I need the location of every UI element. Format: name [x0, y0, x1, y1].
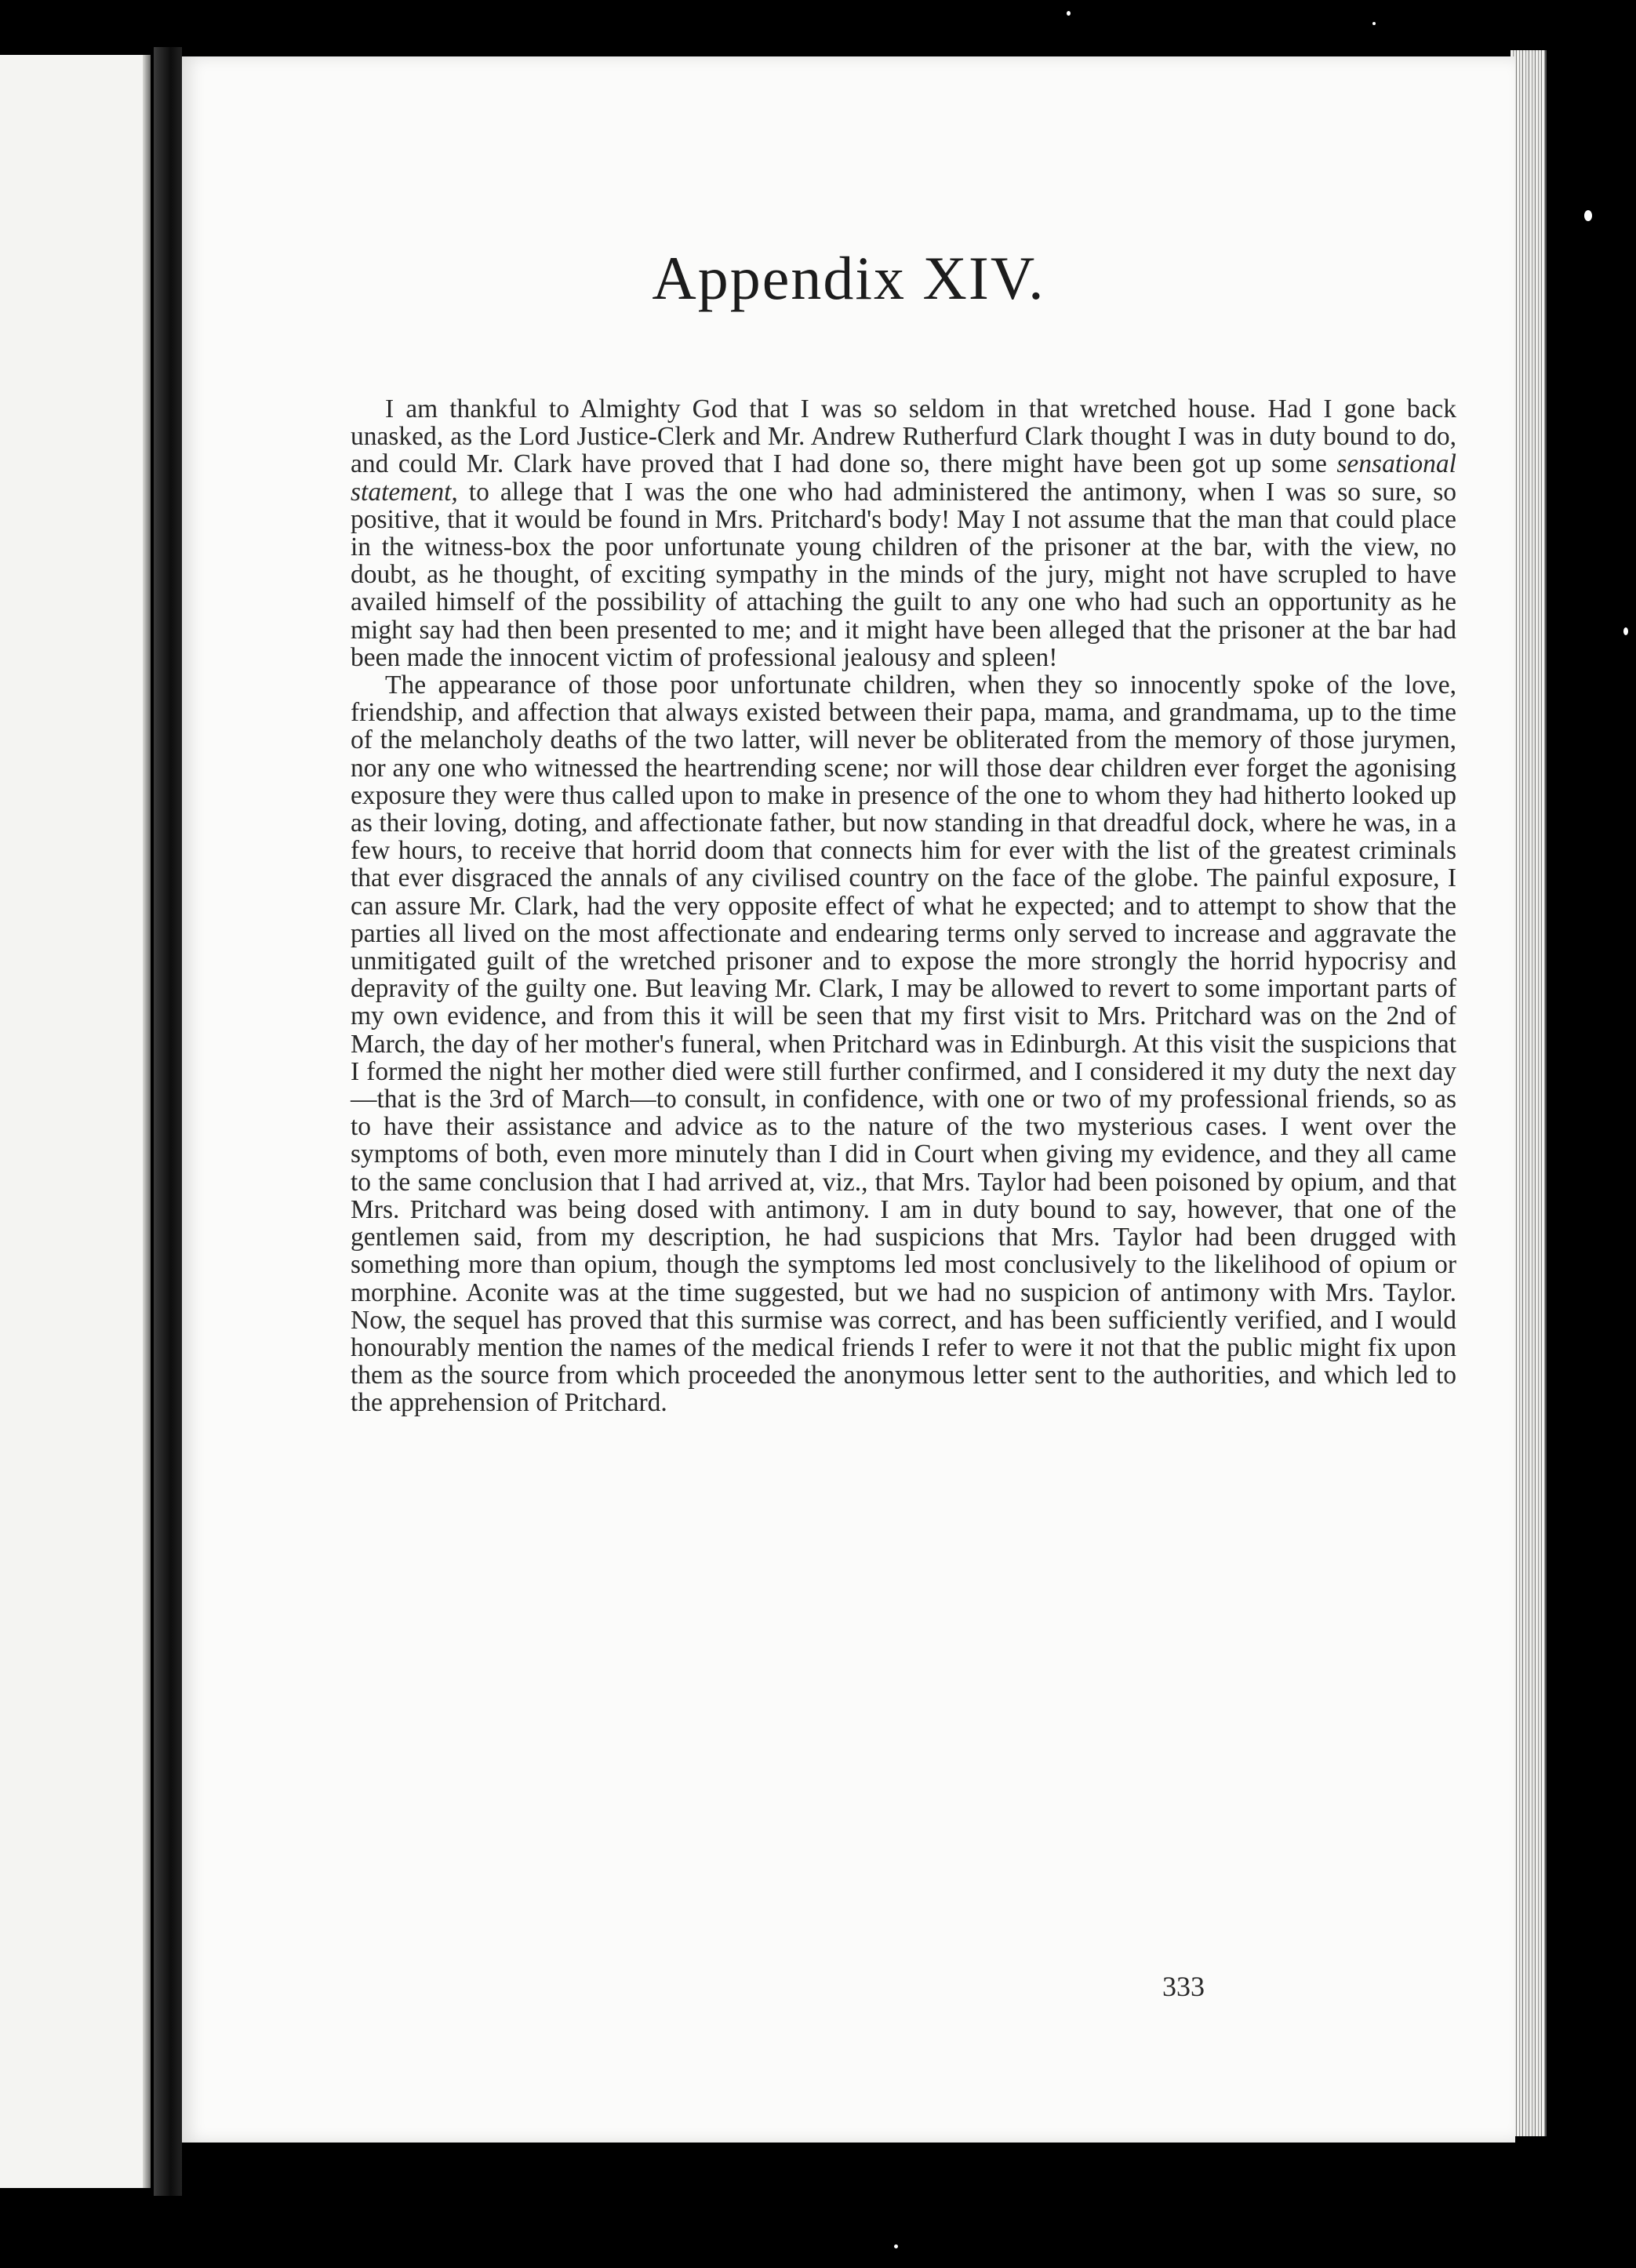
page-number: 333 — [1162, 1971, 1205, 2002]
paragraph-1 — [351, 395, 1456, 671]
appendix-heading: Appendix XIV. — [652, 244, 1045, 312]
page-stack-edges — [1511, 50, 1547, 2136]
paragraph-1-part-2: to allege that I was the one who had administered the antimony, when I was so sure, so positive, that it would be found in Mrs. Pritchard's body! May I not assume that the man that could place in the witness-box the poor unfortunate young children of the prisoner at the bar, with the view, no doubt, as he thought, of exciting sympathy in the minds of the jury, might not have scrupled to have availed himself of the possibility of attaching the guilt to any one who had such an opportunity as he might say had then been presented to me; and it might have been alleged that the prisoner at the bar had been made the innocent victim of professional jealousy and spleen! — [351, 477, 1456, 672]
dust-speck — [1584, 210, 1592, 221]
book-page — [182, 56, 1515, 2143]
dust-speck — [1623, 627, 1628, 635]
paragraph-1-part-1: I am thankful to Almighty God that I was so seldom in that wretched house. Had I gone back unasked, as the Lord Justice-Clerk and Mr. Andrew Rutherfurd Clark thought I was in duty bound to do, and could Mr. Clark have proved that I had done so, there might have been got up some — [351, 394, 1456, 479]
facing-page-edge — [0, 55, 149, 2188]
dust-speck — [894, 2244, 898, 2248]
dust-speck — [1067, 11, 1071, 16]
paragraph-2: The appearance of those poor unfortunate children, when they so innocently spoke of the love, friendship, and affection that always existed between their papa, mama, and grandmama, up to the time of the melancholy deaths of the two latter, will never be obliterated from the memory of those jurymen, nor any one who witnessed the heartrending scene; nor will those dear children ever forget the agonising exposure they were thus called upon to make in presence of the one to whom they had hitherto looked up as their loving, doting, and affectionate father, but now standing in that dreadful dock, where he was, in a few hours, to receive that horrid doom that connects him for ever with the list of the greatest criminals that ever disgraced the annals of any civilised country on the face of the globe. The painful exposure, I can assure Mr. Clark, had the very opposite effect of what he expected; and to attempt to show that the parties all lived on the most affectionate and endearing terms only served to increase and aggravate the unmitigated guilt of the wretched prisoner and to expose the more strongly the horrid hypocrisy and depravity of the guilty one. But leaving Mr. Clark, I may be allowed to revert to some important parts of my own evidence, and from this it will be seen that my first visit to Mrs. Pritchard was on the 2nd of March, the day of her mother's funeral, when Pritchard was in Edinburgh. At this visit the suspicions that I formed the night her mother died were still further confirmed, and I considered it my duty the next day—that is the 3rd of March—to consult, in confidence, with one or two of my professional friends, so as to have their assistance and advice as to the nature of the two mysterious cases. I went over the symptoms of both, even more minutely than I did in Court when giving my evidence, and they all came to the same conclusion that I had arrived at, viz., that Mrs. Taylor had been poisoned by opium, and that Mrs. Pritchard was being dosed with antimony. I am in duty bound to say, however, that one of the gentlemen said, from my description, he had suspicions that Mrs. Taylor had been drugged with something more than opium, though the symptoms led most conclusively to the likelihood of opium or morphine. Aconite was at the time suggested, but we had no suspicion of antimony with Mrs. Taylor. Now, the sequel has proved that this surmise was correct, and has been sufficiently verified, and I would honourably mention the names of the medical friends I refer to were it not that the public might fix upon them as the source from which proceeded the anonymous letter sent to the authorities, and which led to the apprehension of Pritchard. — [351, 671, 1456, 1418]
book-gutter — [154, 47, 182, 2196]
page-body — [351, 395, 1456, 1417]
paragraph-1-italic-phrase: sensational statement, — [351, 449, 1456, 507]
dust-speck — [1372, 22, 1376, 25]
